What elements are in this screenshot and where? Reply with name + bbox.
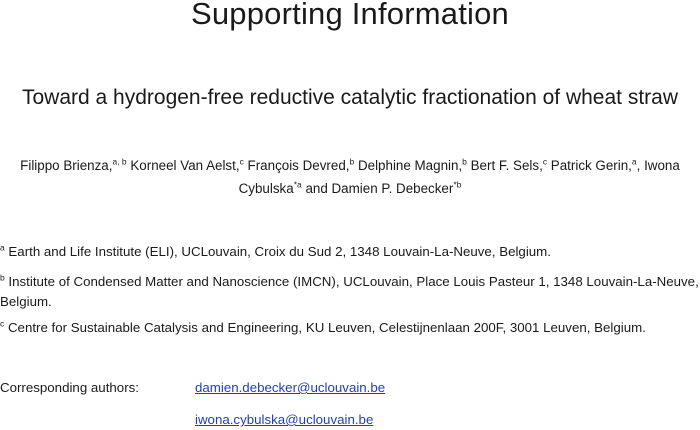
paper-title: Toward a hydrogen-free reductive catalytic fractionation of wheat straw (22, 86, 678, 109)
email-link-debecker[interactable]: damien.debecker@uclouvain.be (195, 380, 386, 395)
corresponding-authors-label: Corresponding authors: (0, 380, 139, 395)
author-affiliation-mark: b (462, 156, 467, 167)
author-affiliation-mark: *a (293, 179, 302, 190)
affiliation-mark: c (0, 318, 5, 329)
author-name: Korneel Van Aelst, (126, 158, 240, 173)
affiliation-b (0, 272, 700, 312)
author-name: François Devred, (243, 158, 350, 173)
author-name: , Iwona Cybulska (238, 158, 680, 196)
author-affiliation-mark: a (631, 156, 637, 167)
affiliation-a (0, 242, 700, 262)
affiliation-mark: a (0, 242, 5, 253)
affiliation-text: Centre for Sustainable Catalysis and Engineering, KU Leuven, Celestijnenlaan 200F, 3001 Leuven, Belgium. (4, 320, 646, 335)
author-list (10, 154, 690, 200)
email-link-cybulska[interactable]: iwona.cybulska@uclouvain.be (195, 412, 374, 427)
page-title: Supporting Information (190, 0, 510, 31)
author-affiliation-mark: b (349, 156, 355, 167)
author-affiliation-mark: a, b (112, 156, 127, 167)
affiliation-text: Earth and Life Institute (ELI), UCLouvain, Croix du Sud 2, 1348 Louvain-La-Neuve, Belgium. (4, 244, 551, 259)
affiliation-mark: b (0, 272, 5, 283)
affiliation-text: Institute of Condensed Matter and Nanoscience (IMCN), UCLouvain, Place Louis Pasteur 1, 1348 Louvain-La-Neuve, Belgium. (0, 274, 699, 309)
affiliation-c (0, 318, 700, 338)
author-name: Bert F. Sels, (466, 158, 543, 173)
author-name: and Damien P. Debecker (301, 181, 454, 196)
author-name: Filippo Brienza, (20, 158, 113, 173)
author-affiliation-mark: c (542, 156, 548, 167)
author-name: Delphine Magnin, (354, 158, 463, 173)
author-affiliation-mark: *b (453, 179, 462, 190)
author-name: Patrick Gerin, (547, 158, 632, 173)
author-affiliation-mark: c (239, 156, 244, 167)
